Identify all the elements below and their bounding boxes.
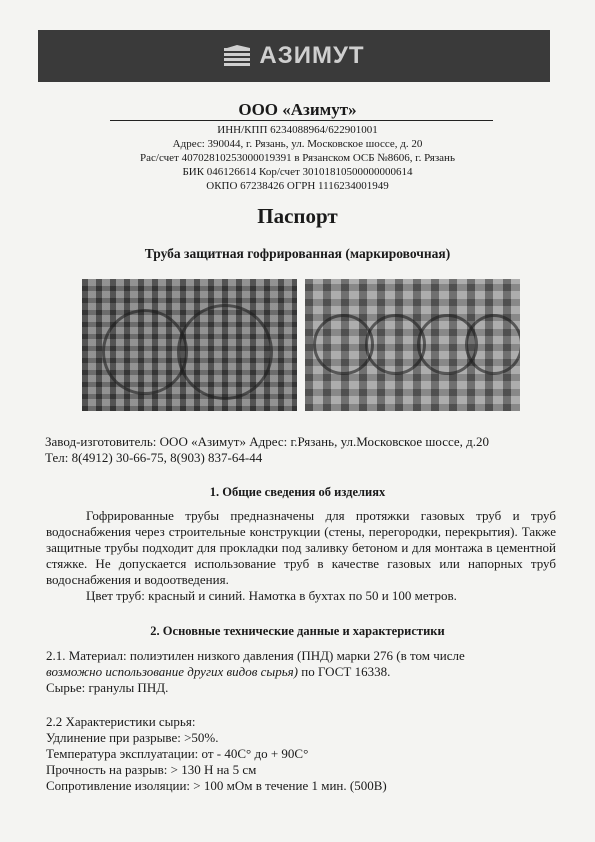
company-logo [223, 42, 364, 70]
insulation-resistance: Сопротивление изоляции: > 100 мОм в течение 1 мин. (500В) [46, 778, 387, 793]
header-banner [38, 30, 550, 82]
raw-material: Сырье: гранулы ПНД. [46, 680, 169, 695]
section1-colors: Цвет труб: красный и синий. Намотка в бухтах по 50 и 100 метров. [86, 588, 457, 603]
requisites-inn: ИНН/КПП 6234088964/622901001 [217, 124, 378, 136]
material-line: 2.1. Материал: полиэтилен низкого давления (ПНД) марки 276 (в том числе [46, 648, 465, 663]
section2-material [46, 648, 556, 696]
manufacturer-phone: Тел: 8(4912) 30-66-75, 8(903) 837-64-44 [45, 450, 263, 465]
requisites-account: Рас/счет 40702810253000019391 в Рязанском ОСБ №8606, г. Рязань [140, 152, 455, 164]
properties-title: 2.2 Характеристики сырья: [46, 714, 196, 729]
corrugated-pipe-coils-photo [82, 279, 297, 411]
divider [110, 120, 493, 121]
building-logo-icon [223, 45, 253, 67]
section1-paragraph: Гофрированные трубы предназначены для протяжки газовых труб и труб водоснабжения через строительные конструкции (стены, перегородки, перекрытия). Также защитные трубы подходит для прокладки под заливку бетоном и для монтажа в цементной стяжке. Не допускается использование труб в качестве газовых или напорных труб водоснабжения и водоотведения. [46, 508, 556, 587]
material-line-2: возможно использование других видов сырья) по ГОСТ 16338. [46, 664, 391, 679]
company-name: ООО «Азимут» [238, 100, 357, 119]
product-subtitle: Труба защитная гофрированная (маркировочная) [144, 246, 451, 261]
elongation: Удлинение при разрыве: >50%. [46, 730, 219, 745]
section1-heading: 1. Общие сведения об изделиях [209, 485, 386, 499]
operating-temperature: Температура эксплуатации: от - 40С° до + 90С° [46, 746, 309, 761]
tensile-strength: Прочность на разрыв: > 130 Н на 5 см [46, 762, 257, 777]
section2-heading: 2. Основные технические данные и характеристики [150, 624, 445, 638]
requisites-bik: БИК 046126614 Кор/счет 30101810500000000614 [182, 166, 413, 178]
logo-text: АЗИМУТ [259, 42, 365, 69]
requisites-okpo: ОКПО 67238426 ОГРН 1116234001949 [206, 180, 389, 192]
colored-pipe-coils-photo [305, 279, 520, 411]
manufacturer-info [45, 434, 565, 466]
requisites-address: Адрес: 390044, г. Рязань, ул. Московское шоссе, д. 20 [172, 138, 423, 150]
section1-body [46, 508, 556, 604]
manufacturer-address: Завод-изготовитель: ООО «Азимут» Адрес: г.Рязань, ул.Московское шоссе, д.20 [45, 434, 490, 449]
document-title: Паспорт [257, 204, 338, 228]
